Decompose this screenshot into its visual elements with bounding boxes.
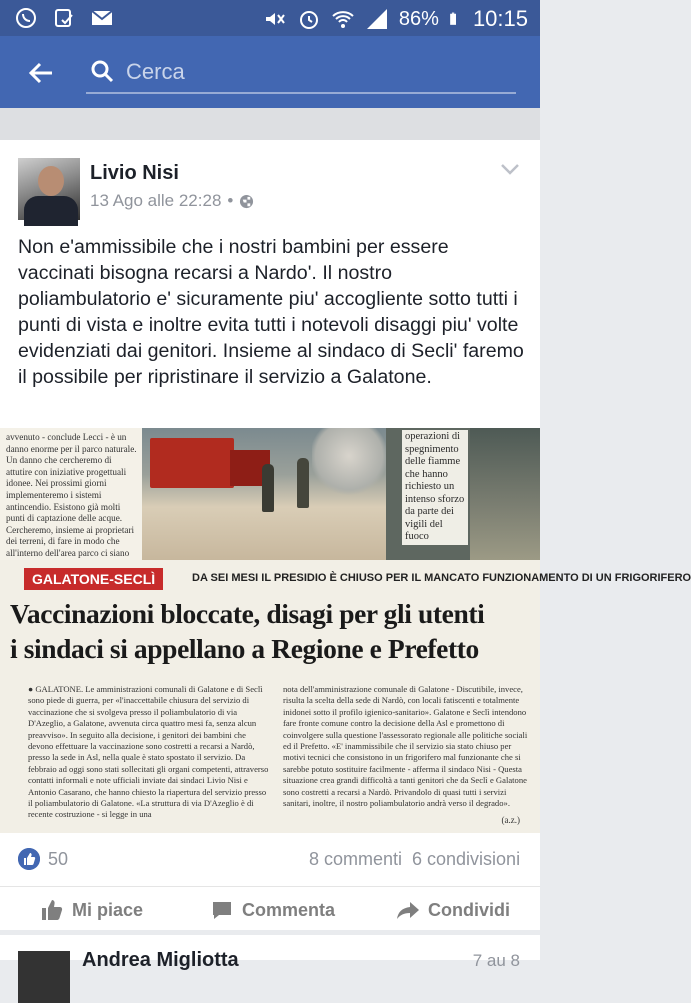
author-name[interactable]: Livio Nisi [90, 162, 179, 184]
headline-line-2: i sindaci si appellano a Regione e Prefetto [10, 633, 479, 664]
post-actions [0, 888, 540, 930]
post-timestamp[interactable]: 13 Ago alle 22:28 [90, 191, 222, 210]
photo-caption: operazioni di spegnimento delle fiamme che hanno richiesto un intenso sforzo da parte dei vigili del fuoco [402, 430, 468, 545]
clock: 10:15 [472, 6, 528, 31]
whatsapp-icon [14, 6, 38, 30]
like-reaction-icon[interactable] [18, 848, 40, 870]
feed-separator [0, 108, 540, 140]
message-icon [52, 6, 76, 30]
clipping-signature: (a.z.) [501, 815, 520, 825]
thumbs-up-icon [40, 898, 64, 922]
mail-icon [90, 6, 114, 30]
author-avatar[interactable] [18, 158, 80, 220]
status-bar [0, 0, 540, 36]
clipping-body-col-2: nota dell'amministrazione comunale di Galatone - Discutibile, invece, risulta la scelta della sede di Nardò, con locali fatiscenti e totalmente inidonei sotto il profilo igienico-sanitario». Galatone e Seclì intendono fare fronte comune contro la decisione della Asl e promettono di coinvolgere sulla questione l'assessorato regionale alle politiche sociali ed il Prefetto. «E' inammissibile che il servizio sia stato chiuso per motivi tecnici che consistono in un frigorifero mal funzionante che si sarebbe potuto sostituire facilmente - afferma il sindaco Nisi - Questa situazione crea grandi difficoltà a tanti genitori che da Seclì e Galatone sono costretti a recarsi a Nardò. Privandolo di quasi tutti i servizi sanitari, inoltre, il nostro poliambulatorio andrà verso il degrado». [283, 684, 528, 809]
post-meta [90, 191, 254, 211]
wifi-icon [331, 7, 355, 31]
post-photo[interactable] [0, 428, 691, 833]
search-icon [90, 59, 116, 85]
shares-count[interactable]: 6 condivisioni [412, 849, 521, 869]
comment-button-label: Commenta [242, 899, 336, 920]
headline-line-1: Vaccinazioni bloccate, disagi per gli utenti [10, 598, 485, 629]
globe-icon [239, 194, 254, 209]
clipping-body-col-1: ● GALATONE. Le amministrazioni comunali di Galatone e di Seclì sono piede di guerra, per «l'inaccettabile chiusura del servizio di vaccinazione che si svolgeva presso il poliambulatorio di via D'Azeglio, a Galatone, avvenuta circa quattro mesi fa, senza alcun preavviso». In seguito alla decisione, i genitori dei bambini che devono effettuare la vaccinazione sono costretti a recarsi a Nardò, presso la sede in Asl, nella quale è stato spostato il servizio. Da febbraio ad oggi sono stati sollecitati gli organi competenti, attraverso contatti informali e note ufficiali inviate dai sindaci Livio Nisi e Antonio Casarano, che hanno chiesto la riapertura del servizio presso il poliambulatorio di Galatone. «La struttura di via D'Azeglio è di recente costruzione - si legge in una [28, 684, 269, 820]
signal-icon [365, 7, 389, 31]
headline-kicker: DA SEI MESI IL PRESIDIO È CHIUSO PER IL MANCATO FUNZIONAMENTO DI UN FRIGORIFERO [192, 572, 691, 584]
post-card [0, 140, 691, 930]
meta-separator: • [227, 191, 234, 210]
search-input[interactable] [126, 54, 506, 90]
app-header [0, 36, 540, 108]
clipping-left-column: avvenuto - conclude Lecci - è un danno enorme per il parco naturale. Un danno che cercheremo di attutire con iniziative progettuali idonee. Nei prossimi giorni implementeremo i sistemi antincendio. Esistono già molti punti di captazione delle acque. Cercheremo, insieme ai proprietari dei terreni, di fare in modo che all'interno dell'area parco ci siano [0, 428, 142, 560]
clipping-body [28, 684, 528, 821]
next-author-name[interactable]: Andrea Migliotta [82, 949, 239, 971]
next-author-avatar[interactable] [18, 951, 70, 1003]
share-button[interactable] [396, 898, 510, 922]
comment-icon [210, 898, 234, 922]
chevron-down-icon[interactable] [500, 162, 520, 176]
like-button[interactable] [40, 898, 143, 922]
mute-icon [263, 7, 287, 31]
comments-count[interactable]: 8 commenti [309, 849, 403, 869]
comment-button[interactable] [210, 898, 335, 922]
like-button-label: Mi piace [72, 899, 144, 920]
clipping-section-band [0, 560, 691, 594]
post-stats [0, 833, 540, 887]
battery-icon [449, 7, 463, 31]
next-post-timestamp: 7 au 8 [472, 951, 520, 970]
back-arrow-icon[interactable] [26, 58, 56, 88]
photo-caption-area [386, 428, 540, 560]
alarm-icon [297, 7, 321, 31]
next-post-card [0, 935, 540, 971]
location-tag: GALATONE-SECLÌ [24, 568, 163, 590]
fire-trucks-photo [142, 428, 386, 560]
search-bar[interactable] [86, 50, 516, 94]
share-arrow-icon [396, 898, 420, 922]
like-count[interactable]: 50 [48, 849, 69, 869]
post-text: Non e'ammissibile che i nostri bambini per essere vaccinati bisogna recarsi a Nardo'. Il nostro poliambulatorio e' sicuramente piu' accogliente sotto tutti i punti di vista e inoltre evita tutti i notevoli disaggi piu' volte evidenziati dai genitori. Insieme al sindaco di Secli' faremo il possibile per ripristinare il servizio a Galatone. [18, 236, 524, 388]
share-button-label: Condividi [428, 899, 510, 920]
clipping-headline [10, 596, 534, 666]
battery-level: 86% [398, 7, 439, 30]
